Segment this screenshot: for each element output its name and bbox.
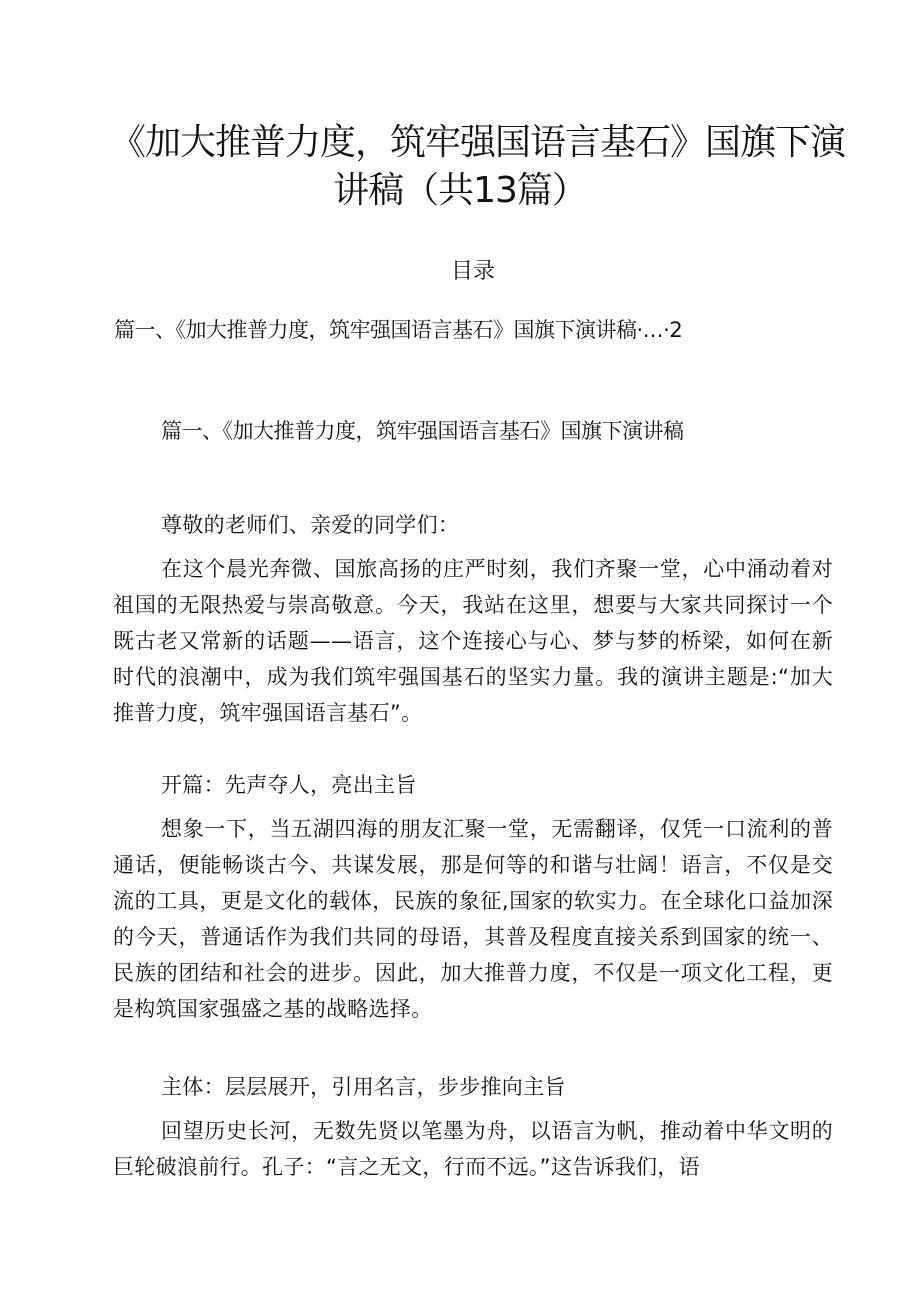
document-title-line-2: 讲稿（共13篇）: [333, 170, 587, 211]
body-paragraph: 回望历史长河，无数先贤以笔墨为舟，以语言为帆，推动着中华文明的巨轮破浪前行。孔子：“言之无文，行而不远。”这告诉我们，语: [113, 1119, 833, 1179]
toc-heading: 目录: [450, 259, 495, 284]
section-heading: 篇一、《加大推普力度，筑牢强国语言基石》国旗下演讲稿: [161, 419, 684, 443]
body-paragraph: 想象一下，当五湖四海的朋友汇聚一堂，无需翻译，仅凭一口流利的普通话，便能畅谈古今、共谋发展，那是何等的和谐与壮阔！语言，不仅是交流的工具，更是文化的载体，民族的象征,国家的软实力。在全球化口益加深的今天，普通话作为我们共同的母语，其普及程度直接关系到国家的统一、民族的团结和社会的进步。因此，加大推普力度，不仅是一项文化工程，更是构筑国家强盛之基的战略选择。: [113, 817, 833, 1021]
body-paragraph: 在这个晨光奔微、国旅高扬的庄严时刻，我们齐聚一堂，心中涌动着对祖国的无限热爱与崇高敬意。今天，我站在这里，想要与大家共同探讨一个既古老又常新的话题——语言，这个连接心与心、梦与梦的桥梁，如何在新时代的浪潮中，成为我们筑牢强国基石的坚实力量。我的演讲主题是:“加大推普力度，筑牢强国语言基石”。: [113, 557, 833, 725]
document-title-line-1: 《加大推普力度，筑牢强国语言基石》国旗下演: [110, 122, 846, 163]
toc-entry[interactable]: 篇一、《加大推普力度，筑牢强国语言基石》国旗下演讲稿·…·2: [114, 318, 683, 342]
greeting: 尊敬的老师们、亲爱的同学们：: [161, 513, 460, 537]
subheading-main-body: 主体：层层展开，引用名言，步步推向主旨: [161, 1075, 566, 1099]
subheading-opening: 开篇：先声夺人，亮出主旨: [161, 773, 417, 797]
